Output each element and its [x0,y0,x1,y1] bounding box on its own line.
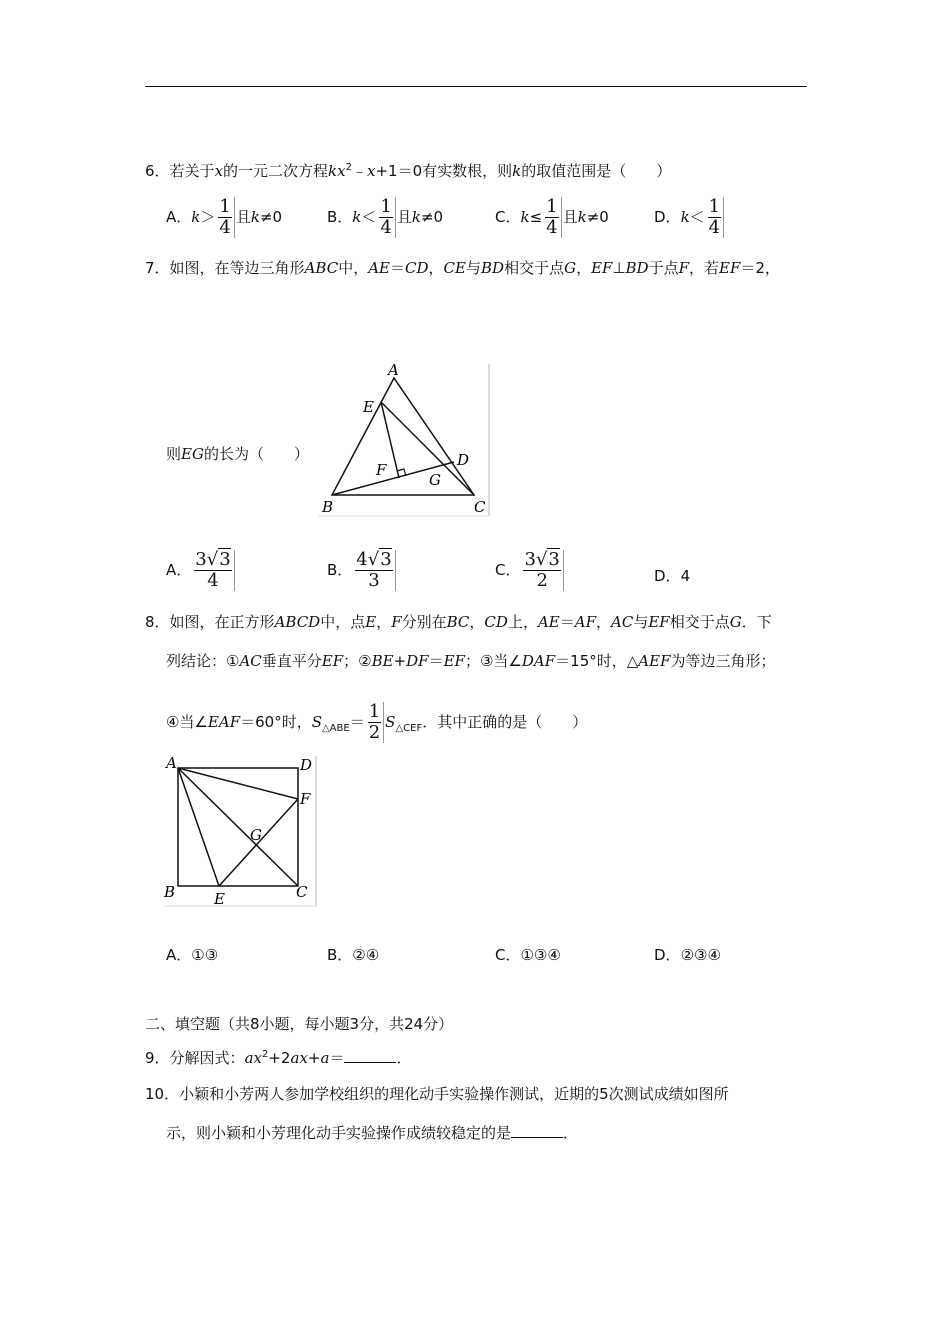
label-a: A [388,361,399,379]
label-e: E [363,398,374,416]
section-title: 二、填空题（共8小题，每小题3分，共24分） [145,1015,454,1033]
answer-blank[interactable] [511,1123,563,1138]
fraction: $\frac{1}{4}$ [377,197,395,238]
label-d: D [300,756,313,774]
label-f: F [376,461,387,479]
q7-stem: 7．如图，在等边三角形ABC中，AE＝CD，CE与BD相交于点G，EF⊥BD于点F，若EF＝2， [145,259,780,277]
q7-option-b[interactable]: B． $\frac{4√3}{3}$ [327,548,397,592]
q10-stem-line1: 10．小颖和小芳两人参加学校组织的理化动手实验操作测试，近期的5次测试成绩如图所 [145,1085,729,1103]
q9-stem: 9．分解因式：$ax^2+2ax+a=$ ． [145,1049,412,1067]
q8-option-a[interactable]: A．①③ [166,946,219,964]
triangle-abc [332,378,474,495]
header-rule [145,86,807,87]
label-d: D [457,451,470,469]
square-figure [160,752,320,910]
fraction: $\frac{1}{4}$ [216,197,234,238]
answer-blank[interactable] [344,1048,396,1063]
q6-stem: 6．若关于x的一元二次方程$kx^2﹣x+1=0$有实数根，则k的取值范围是（ ） [145,162,672,180]
label-g: G [250,826,262,844]
label-c: C [474,498,486,516]
q8-stem-line1: 8．如图，在正方形ABCD中，点E，F分别在BC，CD上，AE＝AF，AC与EF相交于点G．下 [145,613,772,631]
fraction: $\frac{1}{4}$ [706,197,724,238]
fraction: $\frac{1}{2}$ [366,702,384,743]
q7-question: 则EG的长为（ ） [166,445,309,463]
segment-ae [178,768,219,886]
q10-stem-line2: 示，则小颖和小芳理化动手实验操作成绩较稳定的是 ． [166,1124,579,1142]
label-b: B [322,498,334,516]
label-a: A [166,754,177,772]
segment-af [178,768,298,799]
q7-option-c[interactable]: C． $\frac{3√3}{2}$ [495,548,565,592]
segment-ac [178,768,298,886]
label-f: F [300,790,311,808]
q6-option-b[interactable]: B．k＜ $\frac{1}{4}$ 且k≠0 [327,196,444,238]
q6-option-c[interactable]: C．k≤ $\frac{1}{4}$ 且k≠0 [495,196,609,238]
label-c: C [296,883,308,901]
q8-option-d[interactable]: D．②③④ [654,946,721,964]
q8-option-c[interactable]: C．①③④ [495,946,561,964]
segment-ce [381,402,474,495]
q7-option-a[interactable]: A． $\frac{3√3}{4}$ [166,548,236,592]
q8-stem-line3: ④当∠EAF＝60°时，$S_{\triangle ABE}=$ $\frac{1}{2}$ $S_{\triangle CEF}$．其中正确的是（ ） [166,701,588,743]
fraction: $\frac{3√3}{2}$ [521,550,563,591]
q8-stem-line2: 列结论：①AC垂直平分EF；②BE+DF＝EF；③当∠DAF＝15°时，△AEF为等边三角形； [166,652,776,670]
triangle-figure [318,360,492,520]
fraction: $\frac{4√3}{3}$ [353,550,395,591]
q6-option-a[interactable]: A．k＞ $\frac{1}{4}$ 且k≠0 [166,196,283,238]
q7-option-d[interactable]: D．4 [654,567,691,585]
label-e: E [214,890,225,908]
q6-option-d[interactable]: D．k＜ $\frac{1}{4}$ [654,197,725,238]
fraction: $\frac{1}{4}$ [543,197,561,238]
q8-option-b[interactable]: B．②④ [327,946,380,964]
label-g: G [429,471,441,489]
fraction: $\frac{3√3}{4}$ [192,550,234,591]
label-b: B [164,883,176,901]
